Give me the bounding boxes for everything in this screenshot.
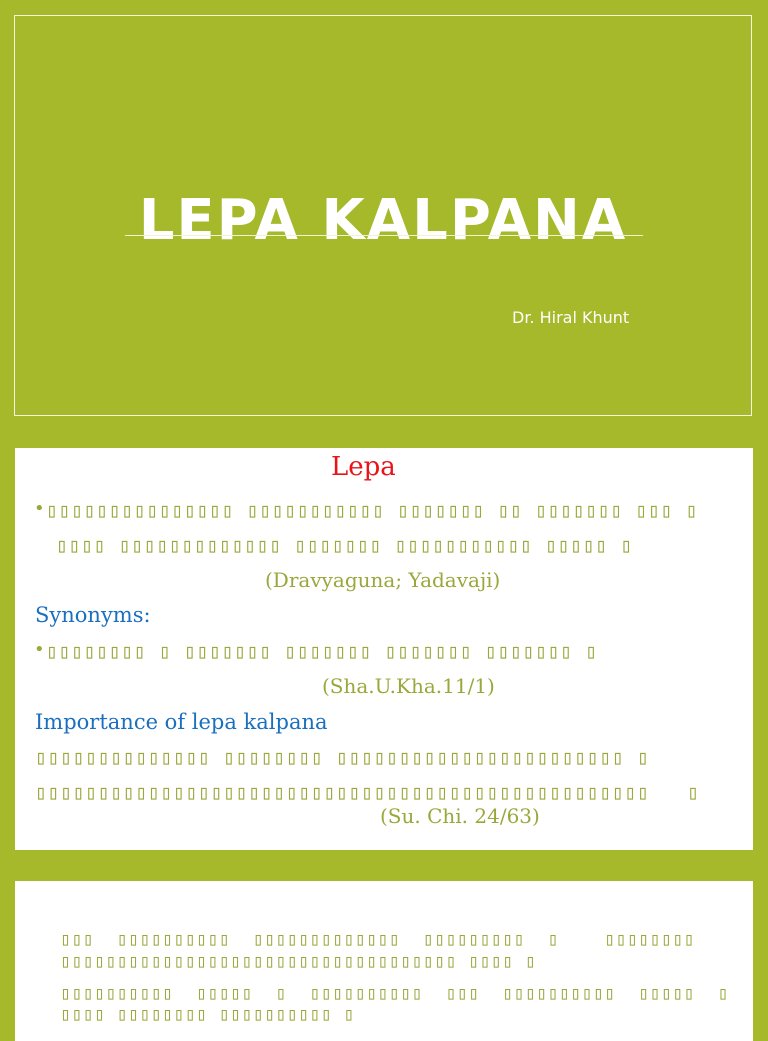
citation-1: (Dravyaguna; Yadavaji) bbox=[265, 568, 501, 592]
citation-2: (Sha.U.Kha.11/1) bbox=[322, 674, 495, 698]
lepa-heading: Lepa bbox=[331, 452, 396, 482]
author-name: Dr. Hiral Khunt bbox=[512, 308, 630, 327]
bullet-1: • bbox=[34, 498, 45, 519]
title-underline bbox=[125, 235, 643, 236]
bullet-2: • bbox=[34, 639, 45, 660]
verse-2: ▯▯▯▯▯▯▯▯ ▯ ▯▯▯▯▯▯▯ ▯▯▯▯▯▯▯ ▯▯▯▯▯▯▯ ▯▯▯▯▯▯▯ ▯ bbox=[46, 639, 598, 663]
slide3-line-4: ▯▯▯▯ ▯▯▯▯▯▯▯▯ ▯▯▯▯▯▯▯▯▯▯ ▯ bbox=[60, 1004, 355, 1025]
verse-3-line-1: ▯▯▯▯▯▯▯▯▯▯▯▯▯▯ ▯▯▯▯▯▯▯▯ ▯▯▯▯▯▯▯▯▯▯▯▯▯▯▯▯▯▯▯▯▯▯▯ ▯ bbox=[35, 745, 650, 769]
slide3-line-1: ▯▯▯ ▯▯▯▯▯▯▯▯▯▯ ▯▯▯▯▯▯▯▯▯▯▯▯▯ ▯▯▯▯▯▯▯▯▯ ▯ ▯▯▯▯▯▯▯▯ bbox=[60, 929, 695, 950]
slide-title: LEPA KALPANA bbox=[138, 188, 628, 253]
slide3-line-2: ▯▯▯▯▯▯▯▯▯▯▯▯▯▯▯▯▯▯▯▯▯▯▯▯▯▯▯▯▯▯▯▯▯▯▯ ▯▯▯▯ ▯ bbox=[60, 951, 537, 972]
lepa-slide bbox=[15, 448, 753, 850]
sanskrit-slide bbox=[15, 881, 753, 1041]
verse-3-line-2: ▯▯▯▯▯▯▯▯▯▯▯▯▯▯▯▯▯▯▯▯▯▯▯▯▯▯▯▯▯▯▯▯▯▯▯▯▯▯▯▯▯▯▯▯▯▯▯▯▯ ▯ bbox=[35, 780, 700, 804]
title-slide bbox=[14, 15, 752, 416]
verse-1-line-2: ▯▯▯▯ ▯▯▯▯▯▯▯▯▯▯▯▯▯ ▯▯▯▯▯▯▯ ▯▯▯▯▯▯▯▯▯▯▯ ▯▯▯▯▯ ▯ bbox=[56, 533, 633, 557]
importance-heading: Importance of lepa kalpana bbox=[35, 710, 328, 734]
citation-3: (Su. Chi. 24/63) bbox=[380, 804, 540, 828]
synonyms-heading: Synonyms: bbox=[35, 603, 151, 627]
verse-1-line-1: ▯▯▯▯▯▯▯▯▯▯▯▯▯▯▯ ▯▯▯▯▯▯▯▯▯▯▯ ▯▯▯▯▯▯▯ ▯▯ ▯▯▯▯▯▯▯ ▯▯▯ ▯ bbox=[46, 498, 699, 522]
slide3-line-3: ▯▯▯▯▯▯▯▯▯▯ ▯▯▯▯▯ ▯ ▯▯▯▯▯▯▯▯▯▯ ▯▯▯ ▯▯▯▯▯▯▯▯▯▯ ▯▯▯▯▯ ▯ bbox=[60, 983, 729, 1004]
